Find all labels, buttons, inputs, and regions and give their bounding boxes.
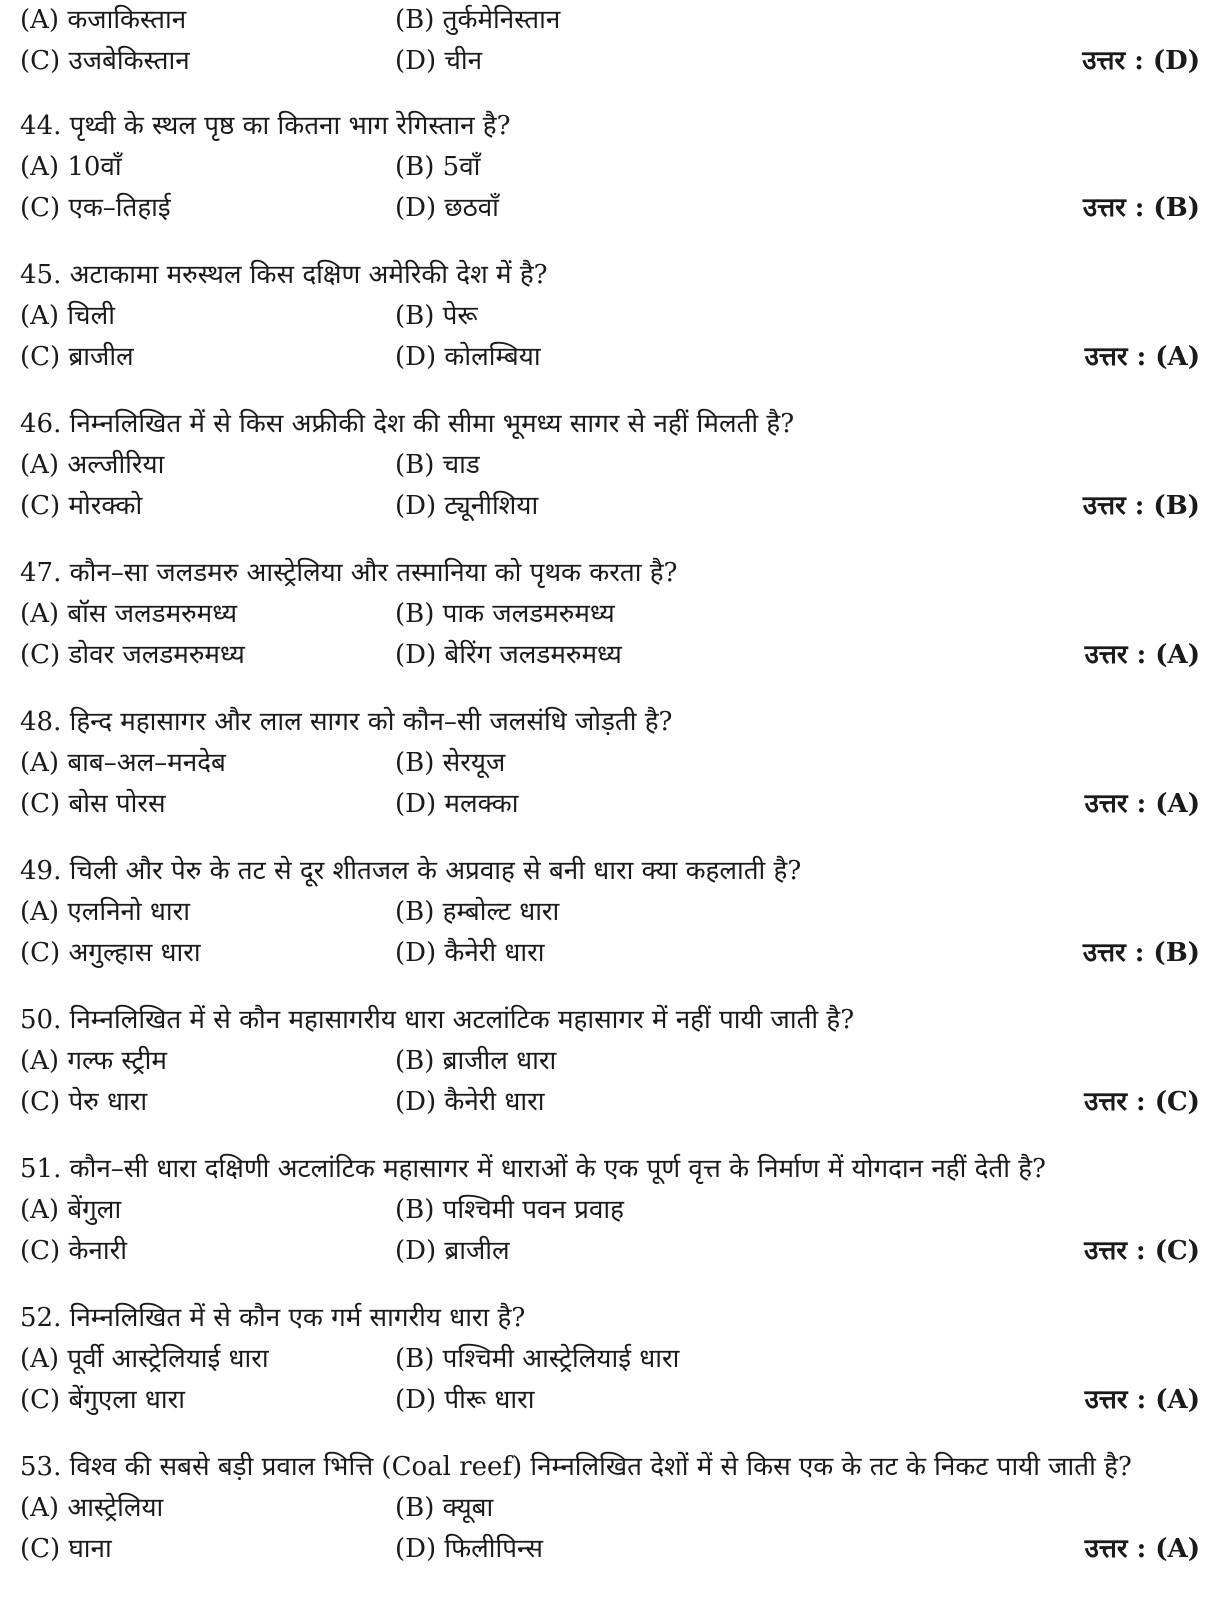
option-a: (A) बाब–अल–मनदेब (20, 748, 226, 778)
question-number: 45. (20, 260, 62, 290)
option-b: (B) चाड (395, 450, 480, 480)
options-row-cd (20, 41, 1200, 82)
question-number: 52. (20, 1303, 62, 1333)
option-d: (D) कोलम्बिया (395, 342, 541, 372)
option-a: (A) चिली (20, 301, 115, 331)
option-a: (A) गल्फ स्ट्रीम (20, 1046, 167, 1076)
option-d: (D) पीरू धारा (395, 1385, 535, 1415)
question-body: अटाकामा मरुस्थल किस दक्षिण अमेरिकी देश में है? (69, 260, 548, 290)
option-b: (B) सेरयूज (395, 748, 506, 778)
question-text (20, 404, 1200, 445)
option-c: (C) ब्राजील (20, 342, 134, 372)
question-block-50 (20, 1000, 1200, 1123)
options-row-ab (20, 594, 1200, 635)
option-a: (A) एलनिनो धारा (20, 897, 191, 927)
option-d: (D) कैनेरी धारा (395, 938, 545, 968)
question-text (20, 1149, 1200, 1190)
question-body: कौन–सी धारा दक्षिणी अटलांटिक महासागर में धाराओं के एक पूर्ण वृत्त के निर्माण में योगदान नहीं देती है? (69, 1154, 1046, 1184)
option-d: (D) ट्यूनीशिया (395, 491, 539, 521)
option-b: (B) हम्बोल्ट धारा (395, 897, 560, 927)
option-b: (B) ब्राजील धारा (395, 1046, 557, 1076)
option-c: (C) घाना (20, 1534, 112, 1564)
option-c: (C) उजबेकिस्तान (20, 46, 190, 76)
question-text (20, 1298, 1200, 1339)
answer-label: उत्तर : (C) (1084, 1087, 1200, 1117)
question-body: निम्नलिखित में से कौन एक गर्म सागरीय धारा है? (69, 1303, 526, 1333)
options-row-ab (20, 892, 1200, 933)
question-block-46 (20, 404, 1200, 527)
option-b: (B) पश्चिमी पवन प्रवाह (395, 1195, 624, 1225)
options-row-ab (20, 1041, 1200, 1082)
option-a: (A) आस्ट्रेलिया (20, 1493, 164, 1523)
answer-label: उत्तर : (C) (1084, 1236, 1200, 1266)
answer-label: उत्तर : (A) (1084, 640, 1200, 670)
question-body: विश्व की सबसे बड़ी प्रवाल भित्ति (Coal reef) निम्नलिखित देशों में से किस एक के तट के निकट पायी जाती है? (69, 1452, 1132, 1482)
question-number: 47. (20, 558, 62, 588)
options-row-ab (20, 445, 1200, 486)
options-row-ab (20, 296, 1200, 337)
options-row-cd (20, 635, 1200, 676)
question-block-44 (20, 106, 1200, 229)
question-block-43 (20, 0, 1200, 82)
question-number: 46. (20, 409, 62, 439)
question-text (20, 1000, 1200, 1041)
option-c: (C) मोरक्को (20, 491, 143, 521)
question-text (20, 106, 1200, 147)
option-c: (C) अगुल्हास धारा (20, 938, 201, 968)
question-text (20, 1447, 1200, 1488)
options-row-ab (20, 1339, 1200, 1380)
question-text (20, 255, 1200, 296)
question-text (20, 553, 1200, 594)
option-b: (B) पाक जलडमरुमध्य (395, 599, 615, 629)
question-number: 44. (20, 111, 62, 141)
question-number: 53. (20, 1452, 62, 1482)
answer-label: उत्तर : (A) (1084, 1385, 1200, 1415)
question-text (20, 851, 1200, 892)
option-a: (A) पूर्वी आस्ट्रेलियाई धारा (20, 1344, 269, 1374)
options-row-cd (20, 337, 1200, 378)
question-block-53 (20, 1447, 1200, 1570)
question-body: पृथ्वी के स्थल पृष्ठ का कितना भाग रेगिस्तान है? (69, 111, 511, 141)
option-a: (A) कजाकिस्तान (20, 5, 187, 35)
answer-label: उत्तर : (D) (1082, 46, 1200, 76)
answer-label: उत्तर : (B) (1082, 938, 1200, 968)
question-block-47 (20, 553, 1200, 676)
option-d: (D) चीन (395, 46, 483, 76)
option-c: (C) बेंगुएला धारा (20, 1385, 186, 1415)
question-body: चिली और पेरु के तट से दूर शीतजल के अप्रवाह से बनी धारा क्या कहलाती है? (69, 856, 802, 886)
option-d: (D) बेरिंग जलडमरुमध्य (395, 640, 622, 670)
answer-label: उत्तर : (B) (1082, 491, 1200, 521)
option-a: (A) बेंगुला (20, 1195, 122, 1225)
question-block-48 (20, 702, 1200, 825)
answer-label: उत्तर : (B) (1082, 193, 1200, 223)
options-row-cd (20, 933, 1200, 974)
option-c: (C) बोस पोरस (20, 789, 166, 819)
question-block-52 (20, 1298, 1200, 1421)
options-row-ab (20, 0, 1200, 41)
option-c: (C) पेरु धारा (20, 1087, 148, 1117)
option-b: (B) क्यूबा (395, 1493, 494, 1523)
question-block-45 (20, 255, 1200, 378)
option-d: (D) फिलीपिन्स (395, 1534, 543, 1564)
answer-label: उत्तर : (A) (1084, 1534, 1200, 1564)
options-row-cd (20, 1082, 1200, 1123)
option-c: (C) केनारी (20, 1236, 127, 1266)
question-block-51 (20, 1149, 1200, 1272)
options-row-ab (20, 1190, 1200, 1231)
question-block-49 (20, 851, 1200, 974)
options-row-cd (20, 784, 1200, 825)
option-b: (B) तुर्कमेनिस्तान (395, 5, 561, 35)
question-number: 48. (20, 707, 62, 737)
option-a: (A) 10वाँ (20, 152, 122, 182)
option-d: (D) छठवाँ (395, 193, 499, 223)
question-number: 51. (20, 1154, 62, 1184)
answer-label: उत्तर : (A) (1084, 789, 1200, 819)
question-number: 50. (20, 1005, 62, 1035)
options-row-cd (20, 1231, 1200, 1272)
option-b: (B) पश्चिमी आस्ट्रेलियाई धारा (395, 1344, 680, 1374)
question-number: 49. (20, 856, 62, 886)
options-row-cd (20, 486, 1200, 527)
option-c: (C) डोवर जलडमरुमध्य (20, 640, 245, 670)
option-a: (A) बॉस जलडमरुमध्य (20, 599, 238, 629)
option-b: (B) 5वाँ (395, 152, 481, 182)
options-row-cd (20, 1529, 1200, 1570)
question-text (20, 702, 1200, 743)
question-body: निम्नलिखित में से कौन महासागरीय धारा अटलांटिक महासागर में नहीं पायी जाती है? (69, 1005, 855, 1035)
options-row-ab (20, 1488, 1200, 1529)
options-row-ab (20, 743, 1200, 784)
option-d: (D) ब्राजील (395, 1236, 510, 1266)
options-row-cd (20, 188, 1200, 229)
option-b: (B) पेरू (395, 301, 478, 331)
question-body: कौन–सा जलडमरु आस्ट्रेलिया और तस्मानिया को पृथक करता है? (69, 558, 678, 588)
option-d: (D) मलक्का (395, 789, 519, 819)
options-row-cd (20, 1380, 1200, 1421)
question-body: हिन्द महासागर और लाल सागर को कौन–सी जलसंधि जोड़ती है? (69, 707, 673, 737)
answer-label: उत्तर : (A) (1084, 342, 1200, 372)
question-body: निम्नलिखित में से किस अफ्रीकी देश की सीमा भूमध्य सागर से नहीं मिलती है? (69, 409, 795, 439)
option-d: (D) कैनेरी धारा (395, 1087, 545, 1117)
option-a: (A) अल्जीरिया (20, 450, 165, 480)
options-row-ab (20, 147, 1200, 188)
option-c: (C) एक–तिहाई (20, 193, 171, 223)
